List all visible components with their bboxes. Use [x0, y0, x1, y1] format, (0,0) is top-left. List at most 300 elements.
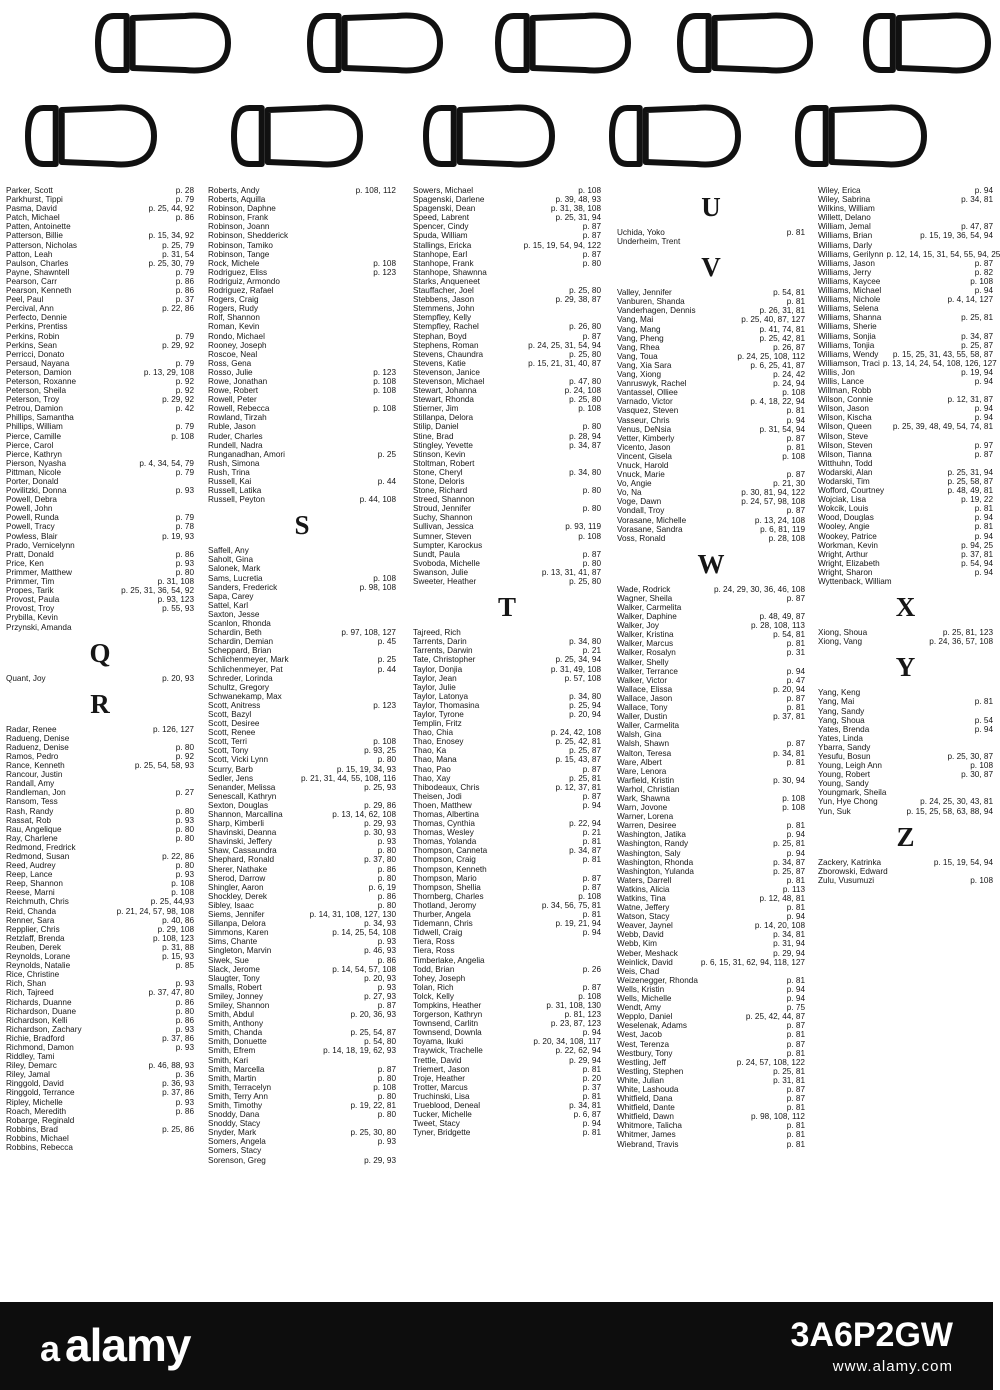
entry-pages: p. 26, 87 [773, 342, 805, 352]
entry-pages: p. 87 [582, 231, 601, 241]
entry-name: Retzlaff, Brenda [6, 933, 65, 943]
entry-pages: p. 24, 42 [773, 370, 805, 380]
logo-symbol: a [40, 1328, 60, 1369]
entry-pages: p. 24, 57, 108, 122 [736, 1057, 805, 1067]
index-entry [6, 879, 194, 888]
entry-name: Scott, Bazyl [208, 709, 252, 719]
entry-pages: p. 21, 31, 44, 55, 108, 116 [301, 773, 396, 783]
entry-name: Parker, Scott [6, 186, 53, 195]
index-entry [208, 746, 396, 755]
entry-pages: p. 94 [974, 513, 993, 523]
entry-name: Wepplo, Daniel [617, 1012, 673, 1022]
entry-name: Somers, Angela [208, 1137, 266, 1147]
entry-name: Pearson, Kenneth [6, 286, 72, 296]
index-entry [208, 956, 396, 965]
index-entry [6, 1143, 194, 1152]
index-entry [617, 658, 805, 667]
entry-name: Smith, Terry Ann [208, 1091, 268, 1101]
entry-name: Williams, Sherie [818, 322, 877, 332]
index-entry [818, 688, 993, 697]
index-entry [818, 697, 993, 706]
entry-pages: p. 29, 38, 87 [555, 295, 601, 305]
entry-name: Reynolds, Natalie [6, 961, 71, 971]
entry-name: Warhol, Christian [617, 784, 680, 794]
entry-name: Uchida, Yoko [617, 228, 665, 237]
entry-pages: p. 93 [175, 979, 194, 989]
entry-name: Pasma, David [6, 204, 57, 214]
entry-name: Vang, Xiong [617, 370, 662, 380]
index-entry [6, 816, 194, 825]
index-entry [6, 1098, 194, 1107]
entry-name: Scheppard, Brian [208, 646, 272, 656]
entry-name: Richardson, Duane [6, 1006, 77, 1016]
entry-pages: p. 80 [175, 1006, 194, 1016]
entry-name: Ramos, Pedro [6, 751, 59, 761]
section-letter-t: T [497, 592, 516, 623]
index-entry [413, 277, 601, 286]
index-entry [208, 386, 396, 395]
index-entry [208, 332, 396, 341]
entry-name: Primmer, Tim [6, 577, 55, 587]
index-entry [208, 1092, 396, 1101]
entry-pages: p. 25, 81, 123 [942, 628, 993, 638]
entry-name: Wilson, Kischa [818, 413, 872, 423]
entry-pages: p. 93, 123 [157, 595, 194, 605]
footprint-icon [498, 16, 628, 71]
entry-name: Thompson, Shellia [413, 882, 481, 892]
index-entry [818, 268, 993, 277]
entry-name: Rooney, Joseph [208, 340, 267, 350]
index-entry [208, 655, 396, 664]
index-entry [6, 559, 194, 568]
index-entry [6, 1061, 194, 1070]
index-entry [413, 646, 601, 655]
index-entry [413, 710, 601, 719]
entry-name: Townsend, Downla [413, 1028, 482, 1038]
index-entry [6, 468, 194, 477]
entry-name: Vetter, Kimberly [617, 433, 675, 443]
entry-pages: p. 29, 92 [162, 395, 194, 405]
entry-pages: p. 87 [582, 764, 601, 774]
entry-pages: p. 20, 34, 108, 117 [533, 1037, 601, 1047]
entry-name: Schardin, Beth [208, 628, 262, 638]
section-letter-z: Z [896, 821, 915, 852]
entry-name: Robinson, Shedderick [208, 231, 289, 241]
index-entry [6, 513, 194, 522]
index-entry [413, 655, 601, 664]
entry-pages: p. 48, 49, 81 [947, 486, 993, 496]
index-entry [6, 916, 194, 925]
index-entry [818, 532, 993, 541]
index-entry [6, 250, 194, 259]
entry-name: Thornberg, Charles [413, 891, 484, 901]
index-entry [208, 350, 396, 359]
entry-name: Scott, Renee [208, 728, 256, 738]
entry-name: Perkins, Prentiss [6, 322, 68, 332]
entry-name: Sweeter, Heather [413, 577, 477, 587]
index-entry [617, 288, 805, 297]
index-entry [6, 341, 194, 350]
entry-pages: p. 94 [974, 413, 993, 423]
entry-name: Vanburen, Shanda [617, 297, 685, 307]
entry-name: Traywick, Trachelle [413, 1046, 483, 1056]
entry-pages: p. 94 [582, 1119, 601, 1129]
entry-pages: p. 36 [175, 1070, 194, 1080]
index-entry [617, 830, 805, 839]
entry-pages: p. 108 [578, 404, 601, 414]
entry-pages: p. 79 [175, 467, 194, 477]
entry-name: Warner, Lorena [617, 812, 674, 822]
entry-name: Powell, Tracy [6, 522, 55, 532]
index-entry [413, 368, 601, 377]
index-entry [208, 665, 396, 674]
index-entry [413, 801, 601, 810]
index-entry [208, 322, 396, 331]
index-entry [208, 883, 396, 892]
entry-name: Schlichenmeyer, Pat [208, 664, 283, 674]
entry-name: Wilson, Steven [818, 440, 873, 450]
entry-name: Washington, Jatika [617, 830, 686, 840]
entry-name: Rodriguiz, Armondo [208, 276, 280, 286]
entry-pages: p. 94 [974, 567, 993, 577]
index-entry [413, 992, 601, 1001]
index-entry [617, 721, 805, 730]
entry-pages: p. 93 [175, 1097, 194, 1107]
entry-name: Rowe, Jonathan [208, 376, 268, 386]
entry-pages: p. 93 [377, 1137, 396, 1147]
entry-name: Theisen, Jodi [413, 791, 462, 801]
index-entry [208, 413, 396, 422]
entry-pages: p. 80 [582, 558, 601, 568]
entry-pages: p. 92 [175, 376, 194, 386]
entry-name: Scanlon, Rhonda [208, 619, 271, 629]
entry-name: Phillips, William [6, 422, 63, 432]
index-entry [6, 788, 194, 797]
entry-name: Stingley, Yevette [413, 440, 473, 450]
index-entry [617, 1012, 805, 1021]
entry-pages: p. 22, 86 [162, 304, 194, 314]
entry-name: Slack, Jerome [208, 964, 260, 974]
footprint-icon [680, 16, 810, 71]
index-entry [208, 792, 396, 801]
entry-pages: p. 86 [175, 1106, 194, 1116]
entry-name: Townsend, Carlitn [413, 1019, 479, 1029]
entry-pages: p. 4, 18, 22, 94 [750, 397, 805, 407]
entry-pages: p. 85 [175, 961, 194, 971]
entry-name: Wiebrand, Travis [617, 1139, 679, 1149]
index-entry [6, 350, 194, 359]
entry-name: Radar, Renee [6, 724, 57, 734]
entry-name: Provost, Troy [6, 604, 55, 614]
entry-name: Prybilla, Kevin [6, 613, 58, 623]
index-entry [617, 930, 805, 939]
entry-pages: p. 34, 87 [569, 440, 601, 450]
entry-pages: p. 87 [974, 449, 993, 459]
entry-pages: p. 31, 108 [157, 577, 194, 587]
entry-name: Perricci, Donato [6, 349, 65, 359]
entry-name: Weinlick, David [617, 957, 673, 967]
index-entry [6, 595, 194, 604]
entry-name: Porter, Donald [6, 477, 59, 486]
index-entry [617, 821, 805, 830]
entry-pages: p. 25, 87 [961, 340, 993, 350]
index-entry [6, 988, 194, 997]
entry-name: Stone, Cheryl [413, 467, 463, 477]
index-entry [6, 422, 194, 431]
index-entry [6, 743, 194, 752]
entry-name: Rundell, Nadra [208, 440, 263, 450]
entry-name: Willis, Jon [818, 367, 855, 377]
section-letter-q: Q [89, 637, 111, 668]
entry-name: William, Jemal [818, 222, 871, 232]
index-entry [208, 1119, 396, 1128]
entry-name: Wokcik, Louis [818, 504, 869, 514]
index-entry [208, 701, 396, 710]
entry-name: Whitfield, Dawn [617, 1112, 674, 1122]
index-entry [413, 828, 601, 837]
entry-name: Willis, Lance [818, 376, 864, 386]
entry-name: Payne, Shawntell [6, 267, 70, 277]
entry-pages: p. 80 [377, 755, 396, 765]
index-entry [6, 961, 194, 970]
index-entry [818, 368, 993, 377]
entry-pages: p. 87 [786, 1039, 805, 1049]
entry-name: Propes, Tarik [6, 586, 54, 596]
index-entry [413, 665, 601, 674]
entry-name: Whitfield, Dante [617, 1103, 675, 1113]
index-entry [6, 852, 194, 861]
entry-pages: p. 94 [974, 286, 993, 296]
index-entry [413, 1083, 601, 1092]
entry-pages: p. 4, 14, 127 [947, 295, 993, 305]
entry-pages: p. 126, 127 [153, 724, 194, 734]
entry-pages: p. 79 [175, 267, 194, 277]
entry-pages: p. 34, 56, 75, 81 [541, 900, 601, 910]
entry-name: Pierce, Camille [6, 431, 62, 441]
entry-pages: p. 81 [582, 855, 601, 865]
entry-name: Price, Ken [6, 558, 44, 568]
entry-name: Sims, Chante [208, 937, 258, 947]
entry-pages: p. 13, 24, 108 [754, 515, 805, 525]
index-entry [617, 603, 805, 612]
entry-pages: p. 25, 81 [773, 839, 805, 849]
entry-name: Vantassel, Olliee [617, 388, 678, 398]
entry-name: Wendt, Amy [617, 1003, 661, 1013]
index-entry [413, 550, 601, 559]
entry-pages: p. 31 [786, 648, 805, 658]
entry-name: Robbins, Rebecca [6, 1143, 73, 1152]
entry-pages: p. 44 [377, 477, 396, 486]
entry-pages: p. 34, 80 [569, 637, 601, 647]
entry-name: Russell, Latika [208, 486, 262, 496]
entry-name: Redmond, Susan [6, 852, 70, 861]
index-entry [818, 504, 993, 513]
index-entry [208, 213, 396, 222]
entry-name: Yang, Shoua [818, 715, 865, 725]
index-entry [617, 648, 805, 657]
entry-pages: p. 87 [786, 593, 805, 603]
entry-name: Yun, Suk [818, 806, 851, 816]
index-entry [6, 907, 194, 916]
index-entry [208, 974, 396, 983]
index-entry [208, 441, 396, 450]
entry-name: Powell, Runda [6, 513, 59, 523]
index-entry [6, 761, 194, 770]
entry-name: Perkins, Sean [6, 340, 57, 350]
entry-pages: p. 20, 94 [569, 709, 601, 719]
entry-pages: p. 25, 42, 81 [555, 737, 601, 747]
entry-name: Warfield, Kristin [617, 775, 675, 785]
entry-name: Voss, Ronald [617, 533, 666, 543]
index-entry [208, 1083, 396, 1092]
entry-name: Stempfley, Rachel [413, 322, 479, 332]
index-entry [617, 343, 805, 352]
entry-pages: p. 87 [786, 470, 805, 480]
entry-name: Shockley, Derek [208, 891, 268, 901]
entry-name: Thao, Enosey [413, 737, 464, 747]
index-entry [208, 1056, 396, 1065]
entry-name: Williams, Kaycee [818, 276, 881, 286]
index-entry [208, 231, 396, 240]
index-entry [208, 1019, 396, 1028]
index-entry [6, 1107, 194, 1116]
entry-name: Tarrents, Darin [413, 637, 467, 647]
entry-name: Smiley, Shannon [208, 1000, 270, 1010]
entry-name: Pierce, Carol [6, 440, 54, 450]
entry-name: Sedler, Jens [208, 773, 254, 783]
index-entry [208, 186, 396, 195]
entry-pages: p. 34, 81 [773, 748, 805, 758]
entry-name: Waters, Darrell [617, 875, 672, 885]
entry-name: Vorasane, Sandra [617, 524, 683, 534]
entry-pages: p. 86 [175, 213, 194, 223]
index-entry [617, 867, 805, 876]
entry-name: Wojciak, Lisa [818, 495, 867, 505]
entry-name: Tarrents, Darwin [413, 646, 473, 656]
index-entry [818, 468, 993, 477]
entry-name: Snoddy, Stacy [208, 1119, 261, 1129]
entry-name: Patton, Leah [6, 249, 53, 259]
entry-pages: p. 87 [582, 331, 601, 341]
entry-name: Percival, Ann [6, 304, 54, 314]
entry-pages: p. 45 [377, 637, 396, 647]
entry-pages: p. 108, 123 [153, 933, 194, 943]
index-entry [413, 737, 601, 746]
index-entry [413, 783, 601, 792]
index-entry [413, 865, 601, 874]
entry-name: Williams, Darly [818, 240, 873, 250]
entry-pages: p. 94 [974, 531, 993, 541]
entry-pages: p. 29, 94 [773, 948, 805, 958]
index-entry [6, 395, 194, 404]
entry-pages: p. 19, 22 [961, 495, 993, 505]
entry-pages: p. 80 [175, 861, 194, 871]
index-entry [617, 694, 805, 703]
index-entry [208, 865, 396, 874]
entry-name: Riddley, Tami [6, 1052, 55, 1062]
index-entry [617, 334, 805, 343]
entry-name: Witthuhn, Todd [818, 458, 873, 468]
entry-name: Tajreed, Rich [413, 628, 461, 638]
index-entry [818, 550, 993, 559]
index-entry [413, 268, 601, 277]
entry-pages: p. 24, 25, 31, 54, 94 [528, 340, 601, 350]
entry-pages: p. 39, 48, 93 [555, 195, 601, 205]
index-entry [818, 432, 993, 441]
entry-pages: p. 93 [377, 982, 396, 992]
index-entry [208, 368, 396, 377]
entry-pages: p. 108 [171, 879, 194, 889]
entry-pages: p. 34, 87 [773, 857, 805, 867]
entry-pages: p. 80 [377, 873, 396, 883]
index-entry [413, 359, 601, 368]
index-entry [208, 819, 396, 828]
index-entry [6, 413, 194, 422]
entry-pages: p. 98, 108, 112 [750, 1112, 805, 1122]
entry-name: Peterson, Troy [6, 395, 60, 405]
index-entry [617, 949, 805, 958]
entry-name: Richardson, Zachary [6, 1024, 82, 1034]
index-entry [617, 325, 805, 334]
entry-name: Starks, Anqueneet [413, 276, 480, 286]
entry-name: Stone, Richard [413, 486, 468, 496]
entry-pages: p. 79 [175, 195, 194, 205]
index-entry [208, 846, 396, 855]
entry-name: Svoboda, Michelle [413, 558, 480, 568]
index-entry [413, 541, 601, 550]
index-entry [413, 395, 601, 404]
entry-pages: p. 80 [582, 422, 601, 432]
index-entry [208, 946, 396, 955]
entry-pages: p. 25, 44,93 [150, 897, 194, 907]
entry-pages: p. 54, 81 [773, 288, 805, 298]
entry-name: Vorasane, Michelle [617, 515, 687, 525]
entry-pages: p. 24, 36, 57, 108 [929, 637, 993, 647]
index-entry [818, 313, 993, 322]
entry-name: Webb, Kim [617, 939, 657, 949]
index-entry [208, 1065, 396, 1074]
entry-name: Rich, Tajreed [6, 988, 54, 998]
index-entry [617, 994, 805, 1003]
entry-pages: p. 80 [377, 846, 396, 856]
entry-name: Richardson, Kelli [6, 1015, 68, 1025]
entry-name: Sams, Lucretia [208, 573, 263, 583]
index-entry [617, 1003, 805, 1012]
index-entry [818, 637, 993, 646]
entry-pages: p. 25 [377, 655, 396, 665]
index-entry [818, 231, 993, 240]
index-entry [208, 404, 396, 413]
index-entry [6, 322, 194, 331]
index-entry [818, 716, 993, 725]
entry-pages: p. 25, 31, 94 [555, 213, 601, 223]
index-entry [6, 195, 194, 204]
entry-pages: p. 108 [171, 888, 194, 898]
entry-pages: p. 81 [786, 297, 805, 307]
entry-pages: p. 19, 93 [162, 531, 194, 541]
entry-pages: p. 37, 80 [364, 855, 396, 865]
entry-name: Williams, Jerry [818, 267, 872, 277]
entry-name: Young, Robert [818, 770, 871, 780]
index-entry [818, 204, 993, 213]
entry-pages: p. 86 [377, 864, 396, 874]
entry-name: Wilson, Connie [818, 395, 874, 405]
entry-pages: p. 12, 31, 87 [947, 395, 993, 405]
entry-name: Saffell, Any [208, 546, 249, 556]
entry-name: Yun, Hye Chong [818, 797, 878, 807]
entry-name: Vanderhagen, Dennis [617, 306, 696, 316]
entry-pages: p. 108 [578, 186, 601, 195]
